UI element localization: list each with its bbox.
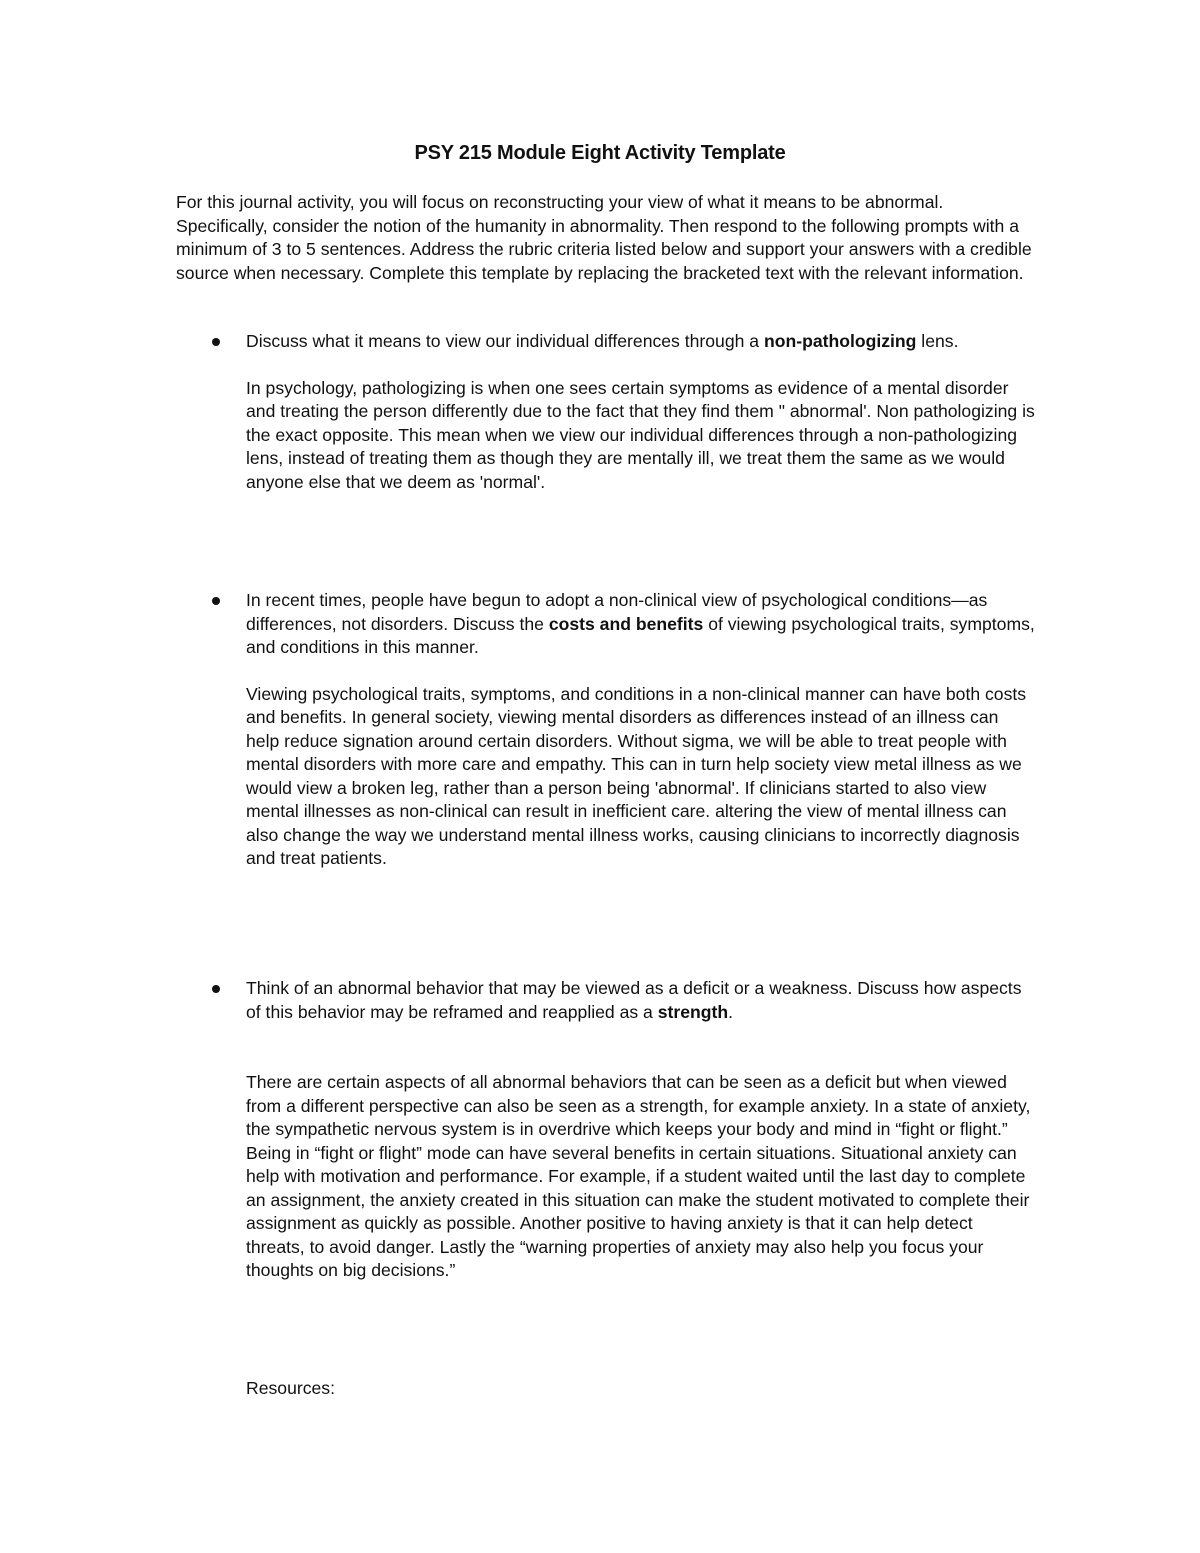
- page-title: PSY 215 Module Eight Activity Template: [414, 142, 786, 164]
- prompt-item-2: [176, 589, 1046, 871]
- intro-paragraph: For this journal activity, you will focus on reconstructing your view of what it means to be abnormal. Specifically, consider the notion of the humanity in abnormality. Then respond to the following prompts with a minimum of 3 to 5 sentences. Address the rubric criteria listed below and support your answers with a credible source when necessary. Complete this template by replacing the bracketed text with the relevant information.: [176, 192, 1032, 283]
- prompt-bold-term: non-pathologizing: [763, 331, 917, 351]
- prompt-item-1: [176, 330, 1046, 494]
- prompt-text: Think of an abnormal behavior that may be viewed as a deficit or a weakness. Discuss how aspects of this behavior may be reframed and reapplied as a strength.: [246, 978, 1022, 1022]
- answer-paragraph: Viewing psychological traits, symptoms, and conditions in a non-clinical manner can have both costs and benefits. In general society, viewing mental disorders as differences instead of an illness can help reduce signation around certain disorders. Without sigma, we will be able to treat people with mental disorders with more care and empathy. This can in turn help society view metal illness as we would view a broken leg, rather than a person being 'abnormal'. If clinicians started to also view mental illnesses as non-clinical can result in inefficient care. altering the view of mental illness can also change the way we understand mental illness works, causing clinicians to incorrectly diagnosis and treat patients.: [246, 683, 1027, 868]
- bullet-icon: [212, 985, 220, 993]
- answer-paragraph: There are certain aspects of all abnormal behaviors that can be seen as a deficit but when viewed from a different perspective can also be seen as a strength, for example anxiety. In a state of anxiety, the sympathetic nervous system is in overdrive which keeps your body and mind in “fight or flight.” Being in “fight or flight” mode can have several benefits in certain situations. Situational anxiety can help with motivation and performance. For example, if a student waited until the last day to complete an assignment, the anxiety created in this situation can make the student motivated to complete their assignment as quickly as possible. Another positive to having anxiety is that it can help detect threats, to avoid danger. Lastly the “warning properties of anxiety may also help you focus your thoughts on big decisions.”: [246, 1072, 1031, 1280]
- prompt-text: Discuss what it means to view our individual differences through a non-pathologizing lens.: [246, 331, 959, 351]
- prompt-item-3: [176, 977, 1046, 1283]
- resources-label: Resources:: [246, 1378, 335, 1398]
- prompt-bold-term: strength: [657, 1001, 729, 1022]
- prompt-text: In recent times, people have begun to adopt a non-clinical view of psychological conditions—as differences, not disorders. Discuss the costs and benefits of viewing psychological traits, symptoms, and conditions in this manner.: [246, 590, 1035, 657]
- bullet-icon: [212, 597, 220, 605]
- bullet-icon: [212, 338, 220, 346]
- prompt-bold-term: costs and benefits: [548, 613, 704, 634]
- answer-paragraph: In psychology, pathologizing is when one sees certain symptoms as evidence of a mental disorder and treating the person differently due to the fact that they find them " abnormal'. Non pathologizing is the exact opposite. This mean when we view our individual differences through a non-pathologizing lens, instead of treating them as though they are mentally ill, we treat them the same as we would anyone else that we deem as 'normal'.: [246, 377, 1035, 492]
